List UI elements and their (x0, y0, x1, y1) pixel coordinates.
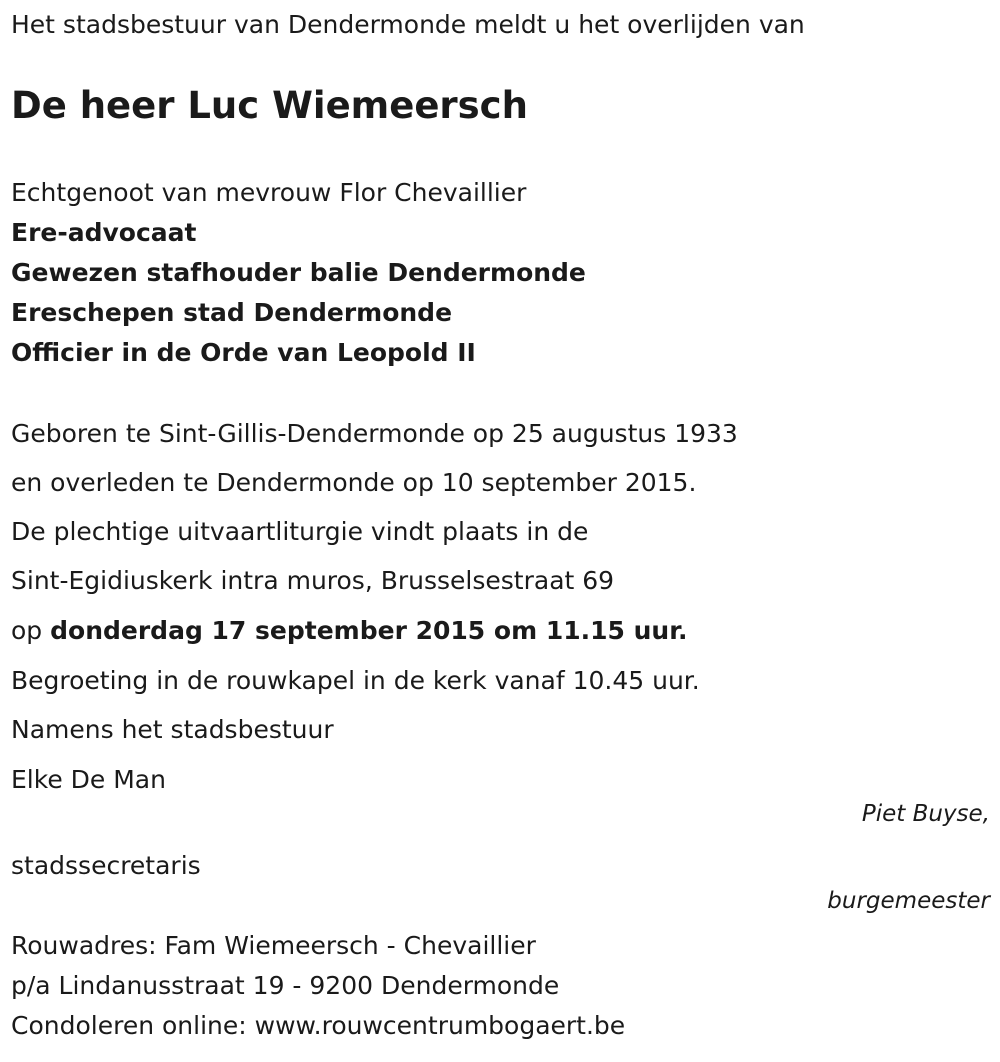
secretary-role: stadssecretaris (11, 851, 201, 880)
deceased-name: De heer Luc Wiemeersch (11, 84, 528, 127)
greeting-line: Begroeting in de rouwkapel in de kerk vanaf 10.45 uur. (11, 666, 700, 695)
intro-text: Het stadsbestuur van Dendermonde meldt u het overlijden van (11, 10, 805, 39)
born-line: Geboren te Sint-Gillis-Dendermonde op 25 augustus 1933 (11, 419, 738, 448)
ceremony-date: donderdag 17 september 2015 om 11.15 uur. (50, 616, 688, 645)
on-behalf-line: Namens het stadsbestuur (11, 715, 334, 744)
mayor-name: Piet Buyse, (861, 801, 990, 827)
address-line: Rouwadres: Fam Wiemeersch - Chevaillier (11, 931, 536, 960)
title-line: Ereschepen stad Dendermonde (11, 298, 453, 327)
date-prefix: op (11, 616, 51, 645)
title-line: Gewezen stafhouder balie Dendermonde (11, 258, 586, 287)
spouse-line: Echtgenoot van mevrouw Flor Chevaillier (11, 178, 527, 207)
title-line: Ere-advocaat (11, 218, 197, 247)
title-line: Officier in de Orde van Leopold II (11, 338, 476, 367)
secretary-name: Elke De Man (11, 765, 166, 794)
date-line (11, 616, 687, 646)
online-condolence-line: Condoleren online: www.rouwcentrumbogaert.be (11, 1011, 626, 1040)
died-line: en overleden te Dendermonde op 10 september 2015. (11, 468, 697, 497)
street-line: p/a Lindanusstraat 19 - 9200 Dendermonde (11, 971, 560, 1000)
mayor-role: burgemeester (827, 888, 990, 914)
ceremony-line: De plechtige uitvaartliturgie vindt plaats in de (11, 517, 589, 546)
church-line: Sint-Egidiuskerk intra muros, Brusselsestraat 69 (11, 566, 615, 595)
